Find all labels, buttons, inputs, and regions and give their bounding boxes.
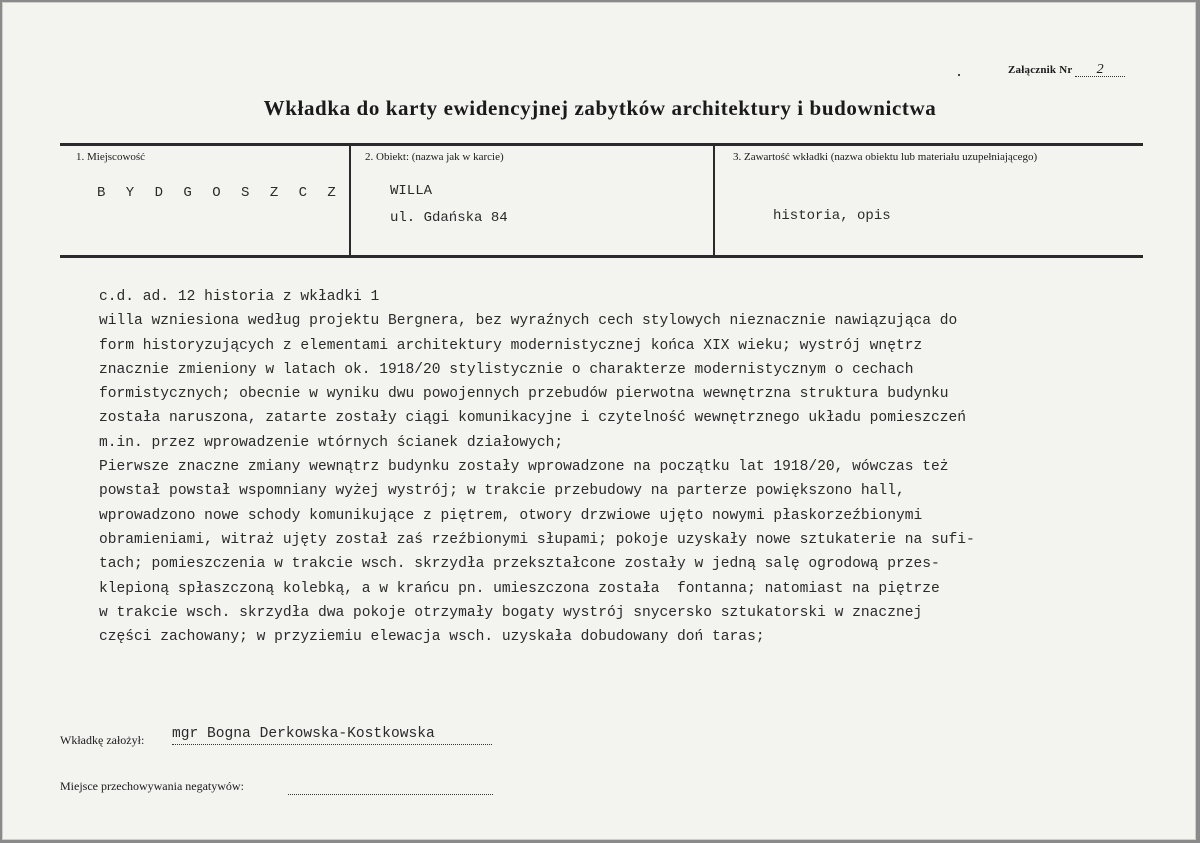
body-line: c.d. ad. 12 historia z wkładki 1 — [99, 289, 380, 305]
speck — [958, 74, 960, 76]
body-line: w trakcie wsch. skrzydła dwa pokoje otrzymały bogaty wystrój snycersko sztukatorski w znacznej — [99, 604, 923, 621]
column-divider-2 — [713, 143, 715, 255]
object-label: 2. Obiekt: (nazwa jak w karcie) — [365, 151, 504, 163]
content-label: 3. Zawartość wkładki (nazwa obiektu lub materiału uzupełniającego) — [733, 151, 1038, 163]
body-line: znacznie zmieniony w latach ok. 1918/20 stylistycznie o charakterze modernistycznym o cechach — [99, 361, 914, 378]
table-top-rule — [60, 143, 1143, 146]
body-line: części zachowany; w przyziemiu elewacja wsch. uzyskała dobudowany doń taras; — [99, 629, 765, 646]
column-divider-1 — [349, 143, 351, 255]
author-value: mgr Bogna Derkowska-Kostkowska — [172, 724, 492, 745]
object-address: ul. Gdańska 84 — [390, 210, 508, 226]
content-value: historia, opis — [773, 208, 891, 224]
locality-value: B Y D G O S Z C Z — [97, 185, 342, 201]
body-line: tach; pomieszczenia w trakcie wsch. skrzydła przekształcone zostały w jedną salę ogrodową przes- — [99, 556, 940, 573]
attachment-number-value: 2 — [1075, 64, 1125, 77]
body-line: wprowadzono nowe schody komunikujące z piętrem, otwory drzwiowe ujęto nowymi płaskorzeźbionymi — [99, 507, 923, 524]
table-bottom-rule — [60, 255, 1143, 258]
attachment-number — [1008, 64, 1125, 77]
locality-label: 1. Miejscowość — [76, 151, 146, 163]
body-line: formistycznych; obecnie w wyniku dwu powojennych przebudów pierwotna wewnętrzna struktura budynku — [99, 386, 949, 403]
negatives-blank-field — [288, 784, 493, 795]
object-name: WILLA — [390, 183, 433, 199]
body-line: m.in. przez wprowadzenie wtórnych ścianek działowych; — [99, 434, 564, 451]
attachment-label: Załącznik Nr — [1008, 64, 1073, 76]
body-line: willa wzniesiona według projektu Bergnera, bez wyraźnych cech stylowych nieznacznie nawiązująca do — [99, 313, 958, 330]
body-line: została naruszona, zatarte zostały ciągi komunikacyjne i czytelność wewnętrznego układu pomieszczeń — [99, 410, 967, 427]
body-line: Pierwsze znaczne zmiany wewnątrz budynku zostały wprowadzone na początku lat 1918/20, wówczas też — [99, 459, 949, 476]
body-line: obramieniami, witraż ujęty został zaś rzeźbionymi słupami; pokoje uzyskały nowe sztukaterie na sufi- — [99, 531, 975, 548]
document-title: Wkładka do karty ewidencyjnej zabytków architektury i budownictwa — [263, 96, 937, 120]
body-line: klepioną spłaszczoną kolebką, a w krańcu pn. umieszczona została fontanna; natomiast na piętrze — [99, 580, 940, 597]
body-line: form historyzujących z elementami architektury modernistycznej końca XIX wieku; wystrój wnętrz — [99, 337, 923, 354]
body-line: powstał powstał wspomniany wyżej wystrój; w trakcie przebudowy na parterze powiększono hall, — [99, 483, 905, 500]
body-text — [99, 285, 1129, 649]
negatives-label: Miejsce przechowywania negatywów: — [60, 779, 244, 793]
author-label: Wkładkę założył: — [60, 733, 145, 747]
